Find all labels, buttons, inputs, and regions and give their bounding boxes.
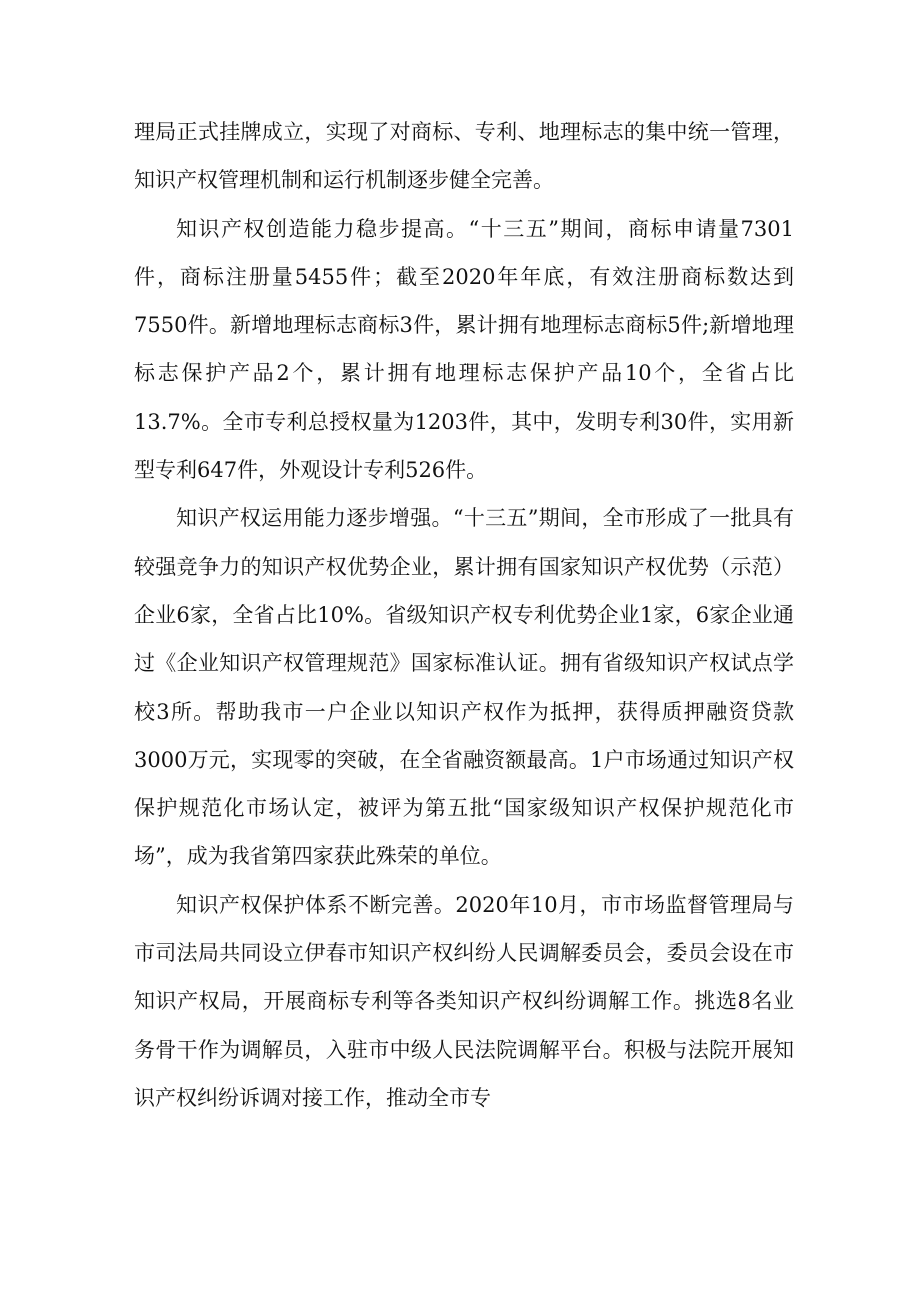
document-body [134,108,794,1122]
paragraph-ip-utilization: 知识产权运用能力逐步增强。“十三五”期间，全市形成了一批具有较强竞争力的知识产权优势企业，累计拥有国家知识产权优势（示范）企业6家，全省占比10%。省级知识产权专利优势企业1家，6家企业通过《企业知识产权管理规范》国家标准认证。拥有省级知识产权试点学校3所。帮助我市一户企业以知识产权作为抵押，获得质押融资贷款3000万元，实现零的突破，在全省融资额最高。1户市场通过知识产权保护规范化市场认定，被评为第五批“国家级知识产权保护规范化市场”，成为我省第四家获此殊荣的单位。 [134,506,794,869]
paragraph-ip-creation: 知识产权创造能力稳步提高。“十三五”期间，商标申请量7301件，商标注册量5455件；截至2020年年底，有效注册商标数达到7550件。新增地理标志商标3件，累计拥有地理标志商标5件;新增地理标志保护产品2个，累计拥有地理标志保护产品10个，全省占比13.7%。全市专利总授权量为1203件，其中，发明专利30件，实用新型专利647件，外观设计专利526件。 [134,216,794,483]
paragraph-continuation: 理局正式挂牌成立，实现了对商标、专利、地理标志的集中统一管理，知识产权管理机制和运行机制逐步健全完善。 [134,120,794,193]
paragraph-ip-protection: 知识产权保护体系不断完善。2020年10月，市市场监督管理局与市司法局共同设立伊春市知识产权纠纷人民调解委员会，委员会设在市知识产权局，开展商标专利等各类知识产权纠纷调解工作。挑选8名业务骨干作为调解员，入驻市中级人民法院调解平台。积极与法院开展知识产权纠纷诉调对接工作，推动全市专 [134,892,794,1110]
